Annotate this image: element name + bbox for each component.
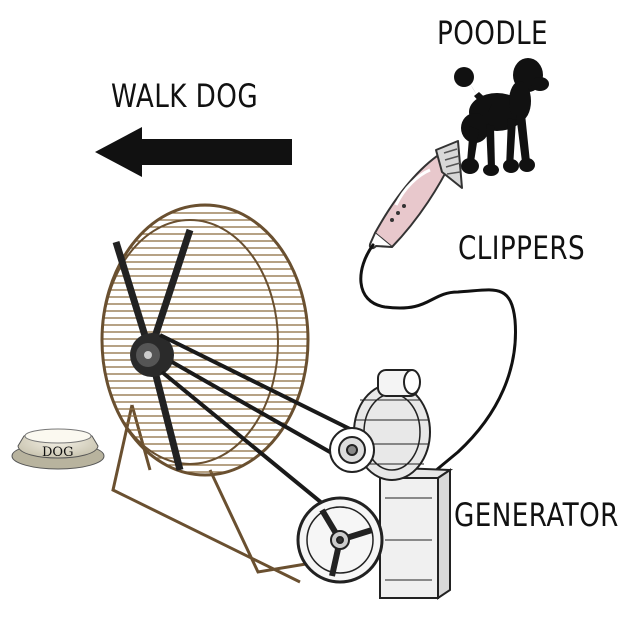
dog-bowl-icon	[12, 429, 104, 469]
poodle-silhouette-icon	[454, 58, 549, 176]
generator-motor	[298, 370, 450, 598]
drive-belt	[160, 335, 358, 508]
label-poodle: POODLE	[437, 14, 548, 52]
bowl-label: DOG	[42, 445, 74, 460]
hamster-wheel	[80, 205, 330, 582]
label-generator: GENERATOR	[454, 496, 619, 534]
left-arrow-icon	[95, 127, 292, 177]
electric-clippers-icon	[370, 141, 462, 248]
label-walk-dog: WALK DOG	[111, 77, 259, 115]
label-clippers: CLIPPERS	[458, 229, 586, 267]
